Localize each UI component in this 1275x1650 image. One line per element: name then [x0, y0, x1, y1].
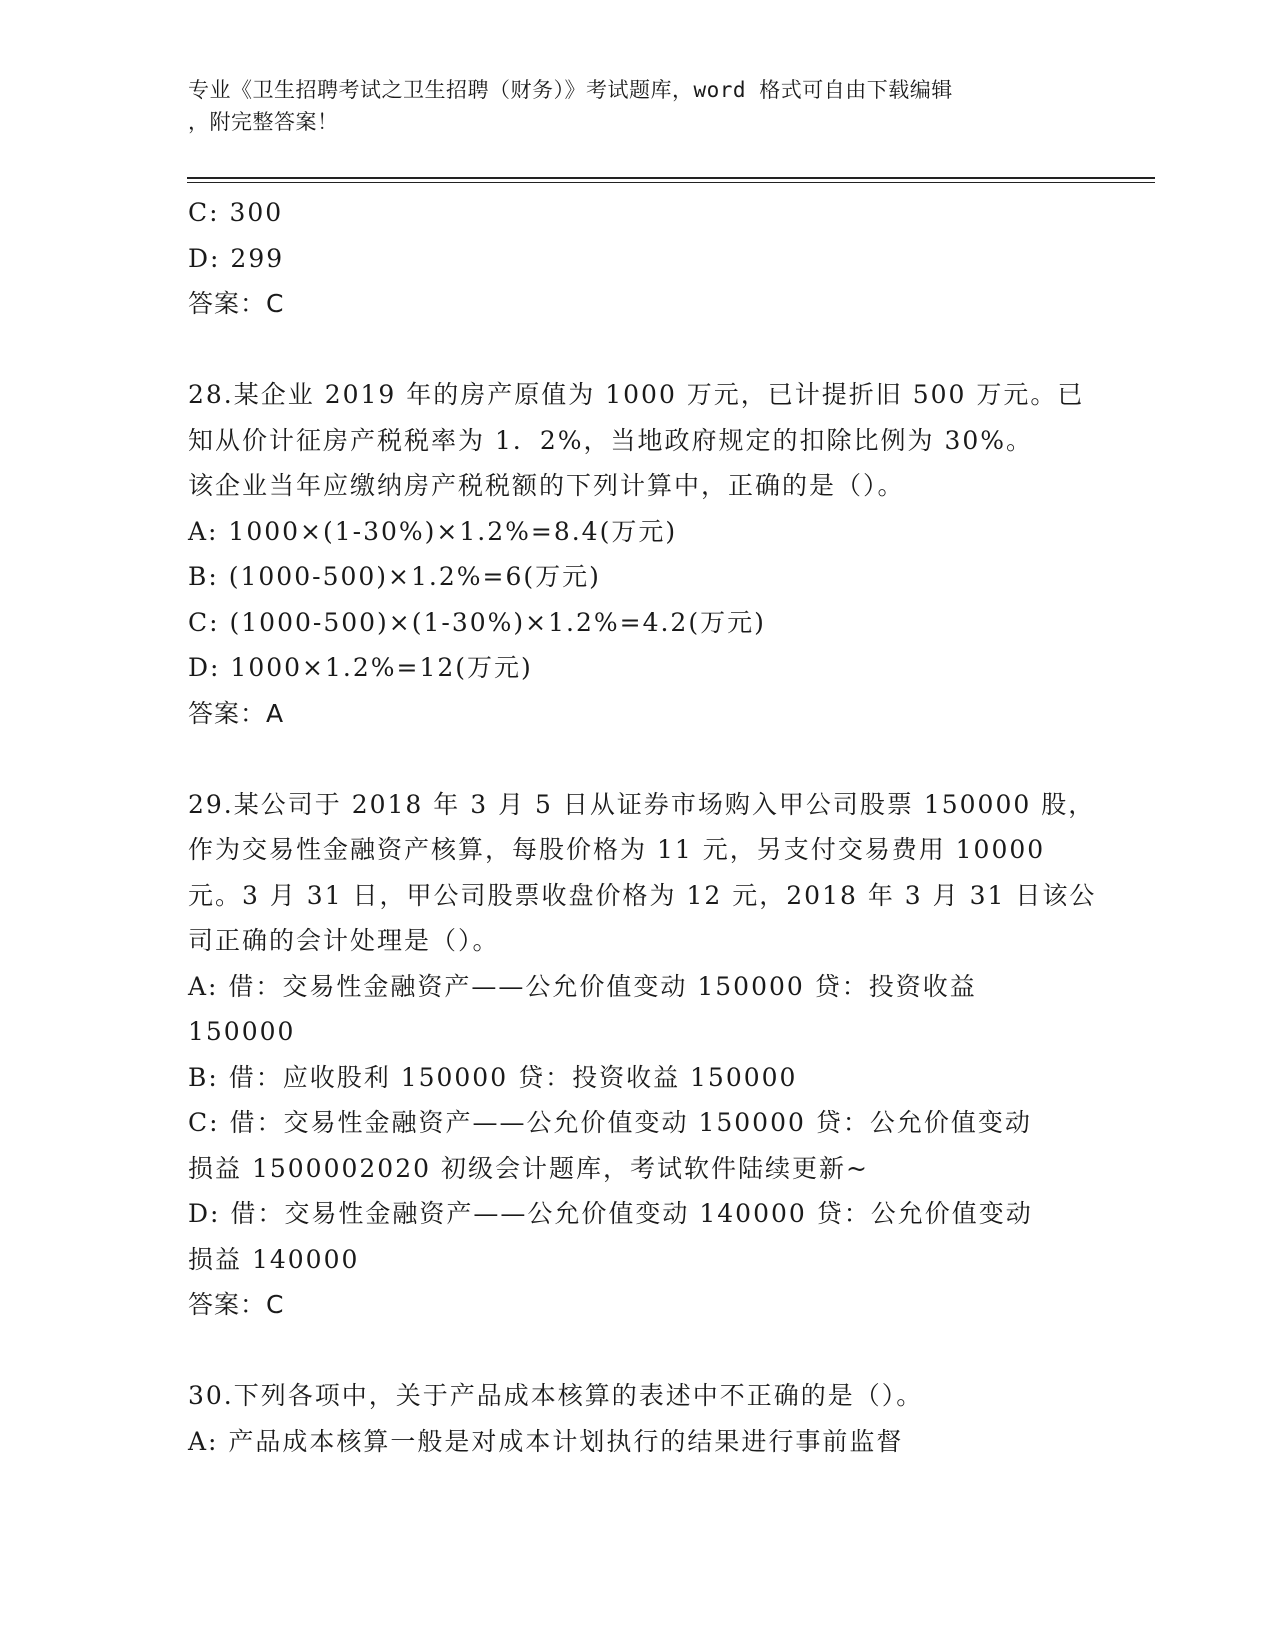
option-a: A: 产品成本核算一般是对成本计划执行的结果进行事前监督 [188, 1426, 904, 1456]
question-28 [188, 372, 1088, 736]
question-stem-line: 29.某公司于 2018 年 3 月 5 日从证券市场购入甲公司股票 150000 股， [188, 789, 1096, 819]
header-line-1: 专业《卫生招聘考试之卫生招聘（财务）》考试题库，word 格式可自由下载编辑 [188, 78, 953, 102]
option-d: D: 借：交易性金融资产——公允价值变动 140000 贷：公允价值变动 [188, 1199, 1033, 1228]
option-d: D: 1000×1.2%=12(万元) [188, 653, 533, 682]
question-stem-line: 元。3 月 31 日，甲公司股票收盘价格为 12 元，2018 年 3 月 31 日该公 [188, 880, 1097, 910]
spacer [188, 736, 1088, 782]
question-stem-line: 司正确的会计处理是（）。 [188, 926, 500, 955]
question-29 [188, 782, 1097, 1328]
answer-line: 答案：C [188, 1290, 285, 1319]
option-d: D: 299 [188, 243, 285, 273]
header-divider-thin [187, 182, 1155, 183]
question-27-tail [188, 190, 1088, 327]
answer-line: 答案：A [188, 698, 285, 728]
answer-line: 答案：C [188, 289, 285, 318]
document-header [188, 74, 1088, 138]
header-line-2: ，附完整答案！ [188, 110, 339, 134]
option-b: B: (1000-500)×1.2%=6(万元) [188, 562, 601, 591]
header-divider-thick [187, 177, 1155, 179]
option-d-continued: 损益 140000 [188, 1244, 360, 1274]
question-stem-line: 28.某企业 2019 年的房产原值为 1000 万元，已计提折旧 500 万元。已 [188, 380, 1085, 409]
question-stem-line: 30.下列各项中，关于产品成本核算的表述中不正确的是（）。 [188, 1381, 924, 1410]
spacer [188, 327, 1088, 373]
option-c: C: (1000-500)×(1-30%)×1.2%=4.2(万元) [188, 607, 766, 637]
option-c: C: 300 [188, 198, 284, 227]
spacer [188, 1328, 1088, 1374]
option-c: C: 借：交易性金融资产——公允价值变动 150000 贷：公允价值变动 [188, 1108, 1032, 1137]
option-a-continued: 150000 [188, 1017, 296, 1046]
option-a: A: 借：交易性金融资产——公允价值变动 150000 贷：投资收益 [188, 971, 977, 1001]
option-a: A: 1000×(1-30%)×1.2%=8.4(万元) [188, 516, 678, 546]
question-stem-line: 作为交易性金融资产核算，每股价格为 11 元，另支付交易费用 10000 [188, 835, 1046, 864]
question-stem-line: 该企业当年应缴纳房产税税额的下列计算中，正确的是（）。 [188, 471, 905, 500]
option-c-continued: 损益 1500002020 初级会计题库，考试软件陆续更新~ [188, 1153, 869, 1183]
option-b: B: 借：应收股利 150000 贷：投资收益 150000 [188, 1062, 798, 1092]
question-stem-line: 知从价计征房产税税率为 1．2%，当地政府规定的扣除比例为 30%。 [188, 425, 1034, 455]
question-30 [188, 1373, 1088, 1464]
document-body [188, 190, 1097, 1464]
